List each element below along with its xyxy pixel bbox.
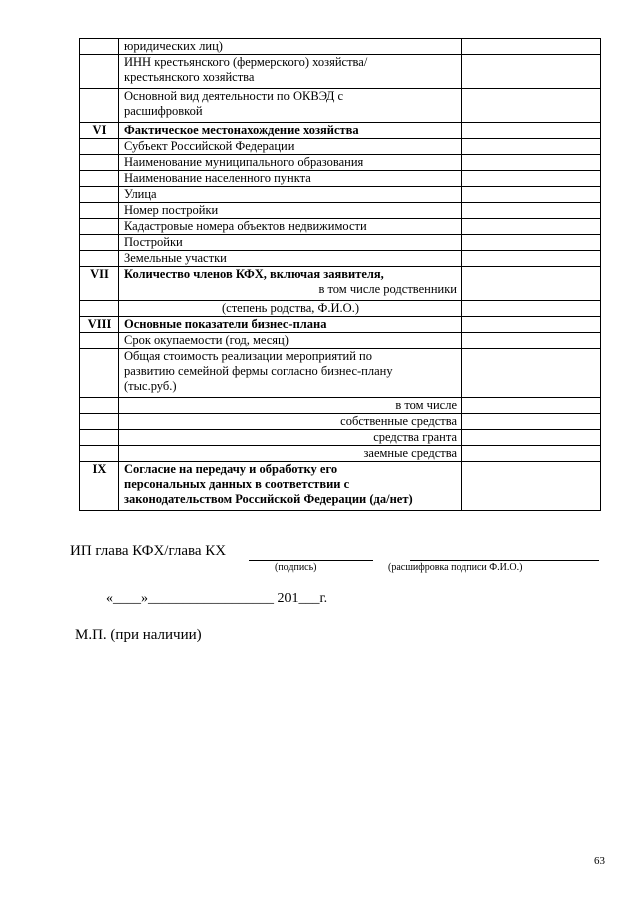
value-cell[interactable] [462,462,601,511]
value-cell[interactable] [462,139,601,155]
value-cell[interactable] [462,333,601,349]
value-cell[interactable] [462,317,601,333]
row-number-cell [80,55,119,89]
value-cell[interactable] [462,251,601,267]
row-label: Улица [119,187,462,203]
row-number-cell [80,89,119,123]
row-number-cell [80,333,119,349]
row-number-cell [80,446,119,462]
row-number-cell [80,203,119,219]
row-number-cell [80,235,119,251]
row-label: собственные средства [119,414,462,430]
row-label: Срок окупаемости (год, месяц) [119,333,462,349]
section-number: VIII [80,317,119,333]
row-label: Субъект Российской Федерации [119,139,462,155]
row-number-cell [80,301,119,317]
row-number-cell [80,349,119,398]
row-number-cell [80,171,119,187]
value-cell[interactable] [462,89,601,123]
row-number-cell [80,251,119,267]
section-title: Согласие на передачу и обработку его персональных данных в соответствии с законодательством Российской Федерации (да/нет) [119,462,462,511]
row-number-cell [80,155,119,171]
date-line[interactable]: «____»__________________ 201___г. [106,591,328,606]
row-number-cell [80,414,119,430]
value-cell[interactable] [462,430,601,446]
value-cell[interactable] [462,267,601,301]
row-label: Постройки [119,235,462,251]
stamp-note: М.П. (при наличии) [75,627,202,643]
value-cell[interactable] [462,55,601,89]
signature-decode-line[interactable] [410,545,599,561]
value-cell[interactable] [462,123,601,139]
value-cell[interactable] [462,349,601,398]
value-cell[interactable] [462,414,601,430]
row-label: Земельные участки [119,251,462,267]
value-cell[interactable] [462,187,601,203]
signatory-label: ИП глава КФХ/глава КХ [70,543,227,559]
section-title: Фактическое местонахождение хозяйства [119,123,462,139]
value-cell[interactable] [462,235,601,251]
row-number-cell [80,139,119,155]
section-number: IX [80,462,119,511]
value-cell[interactable] [462,155,601,171]
signature-line[interactable] [249,545,373,561]
row-label: средства гранта [119,430,462,446]
signature-caption: (подпись) [275,562,317,573]
value-cell[interactable] [462,203,601,219]
value-cell[interactable] [462,171,601,187]
section-number: VII [80,267,119,301]
value-cell[interactable] [462,446,601,462]
section-title: Количество членов КФХ, включая заявителя, в том числе родственники [119,267,462,301]
signature-decode-caption: (расшифровка подписи Ф.И.О.) [388,562,523,573]
row-number-cell [80,219,119,235]
value-cell[interactable] [462,398,601,414]
value-cell[interactable] [462,219,601,235]
row-label: Наименование населенного пункта [119,171,462,187]
application-form-table [79,38,601,511]
row-label: (степень родства, Ф.И.О.) [119,301,462,317]
row-label: Кадастровые номера объектов недвижимости [119,219,462,235]
value-cell[interactable] [462,39,601,55]
row-label: в том числе [119,398,462,414]
row-label: Общая стоимость реализации мероприятий по развитию семейной фермы согласно бизнес-плану (тыс.руб.) [119,349,462,398]
row-label: Основной вид деятельности по ОКВЭД с расшифровкой [119,89,462,123]
section-title: Основные показатели бизнес-плана [119,317,462,333]
row-number-cell [80,39,119,55]
row-number-cell [80,398,119,414]
row-label: Номер постройки [119,203,462,219]
row-number-cell [80,187,119,203]
row-label: Наименование муниципального образования [119,155,462,171]
value-cell[interactable] [462,301,601,317]
page-number: 63 [594,855,605,867]
row-label: заемные средства [119,446,462,462]
section-number: VI [80,123,119,139]
row-label: ИНН крестьянского (фермерского) хозяйства/ крестьянского хозяйства [119,55,462,89]
row-number-cell [80,430,119,446]
row-label: юридических лиц) [119,39,462,55]
